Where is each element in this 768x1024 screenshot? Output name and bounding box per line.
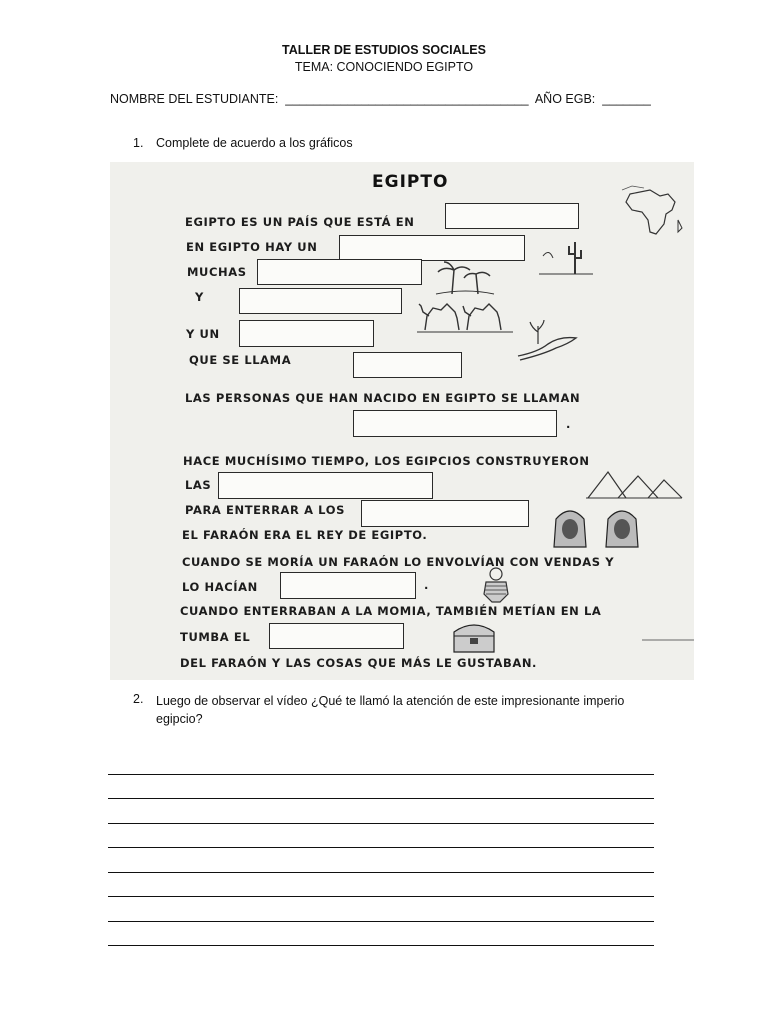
pyramids-icon bbox=[584, 460, 684, 502]
hand-plant-icon bbox=[514, 320, 584, 362]
answer-line[interactable] bbox=[108, 922, 654, 947]
line-12: CUANDO SE MORÍA UN FARAÓN LO ENVOLVÍAN CON VENDAS Y bbox=[182, 555, 615, 569]
line-1: EGIPTO ES UN PAÍS QUE ESTÁ EN bbox=[185, 215, 415, 229]
worksheet-heading: EGIPTO bbox=[372, 172, 449, 192]
answer-box-6[interactable] bbox=[353, 352, 462, 378]
answer-box-8[interactable] bbox=[218, 472, 433, 499]
line-14: CUANDO ENTERRABAN A LA MOMIA, TAMBIÉN METÍAN EN LA bbox=[180, 604, 602, 618]
student-info-line: NOMBRE DEL ESTUDIANTE: ___________________________________ AÑO EGB: _______ bbox=[110, 92, 651, 106]
line-10: PARA ENTERRAR A LOS bbox=[185, 503, 345, 517]
answer-box-4[interactable] bbox=[239, 288, 402, 314]
answer-line[interactable] bbox=[108, 897, 654, 922]
answer-box-11[interactable] bbox=[269, 623, 404, 649]
line-4: Y bbox=[195, 290, 204, 304]
question-1-number: 1. bbox=[133, 136, 144, 150]
line-13-period: . bbox=[424, 578, 429, 592]
line-16: DEL FARAÓN Y LAS COSAS QUE MÁS LE GUSTABAN. bbox=[180, 656, 538, 670]
line-7-period: . bbox=[566, 417, 571, 431]
worksheet-scan bbox=[110, 162, 694, 680]
camels-icon bbox=[415, 294, 515, 336]
treasure-chest-icon bbox=[448, 616, 500, 656]
answer-line[interactable] bbox=[108, 750, 654, 775]
line-15: TUMBA EL bbox=[180, 630, 251, 644]
answer-line[interactable] bbox=[108, 824, 654, 849]
document-subtitle: TEMA: CONOCIENDO EGIPTO bbox=[294, 60, 474, 74]
line-5: Y UN bbox=[186, 327, 220, 341]
line-7: LAS PERSONAS QUE HAN NACIDO EN EGIPTO SE LLAMAN bbox=[185, 391, 581, 405]
pharaoh-mask-icon bbox=[548, 505, 648, 551]
line-11: EL FARAÓN ERA EL REY DE EGIPTO. bbox=[182, 528, 428, 542]
question-2-text: Luego de observar el vídeo ¿Qué te llamó la atención de este impresionante imperio egipcio? bbox=[156, 694, 625, 726]
cactus-icon bbox=[535, 232, 595, 277]
answer-box-5[interactable] bbox=[239, 320, 374, 347]
question-1-text: Complete de acuerdo a los gráficos bbox=[156, 136, 353, 150]
question-2-number: 2. bbox=[133, 692, 144, 706]
line-6: QUE SE LLAMA bbox=[189, 353, 292, 367]
answer-box-7[interactable] bbox=[353, 410, 557, 437]
africa-map-icon bbox=[620, 184, 690, 239]
palm-trees-icon bbox=[432, 258, 497, 298]
line-8: HACE MUCHÍSIMO TIEMPO, LOS EGIPCIOS CONSTRUYERON bbox=[183, 454, 590, 468]
answer-line[interactable] bbox=[108, 873, 654, 898]
line-9: LAS bbox=[185, 478, 212, 492]
line-2: EN EGIPTO HAY UN bbox=[186, 240, 318, 254]
divider-line bbox=[642, 638, 694, 642]
answer-box-9[interactable] bbox=[361, 500, 529, 527]
mummy-icon bbox=[472, 566, 520, 606]
answer-box-1[interactable] bbox=[445, 203, 579, 229]
answer-line[interactable] bbox=[108, 848, 654, 873]
line-13: LO HACÍAN bbox=[182, 580, 258, 594]
answer-line[interactable] bbox=[108, 775, 654, 800]
line-3: MUCHAS bbox=[187, 265, 247, 279]
answer-line[interactable] bbox=[108, 799, 654, 824]
answer-box-3[interactable] bbox=[257, 259, 422, 285]
document-title: TALLER DE ESTUDIOS SOCIALES bbox=[282, 43, 486, 57]
answer-box-10[interactable] bbox=[280, 572, 416, 599]
answer-lines[interactable] bbox=[108, 750, 654, 946]
